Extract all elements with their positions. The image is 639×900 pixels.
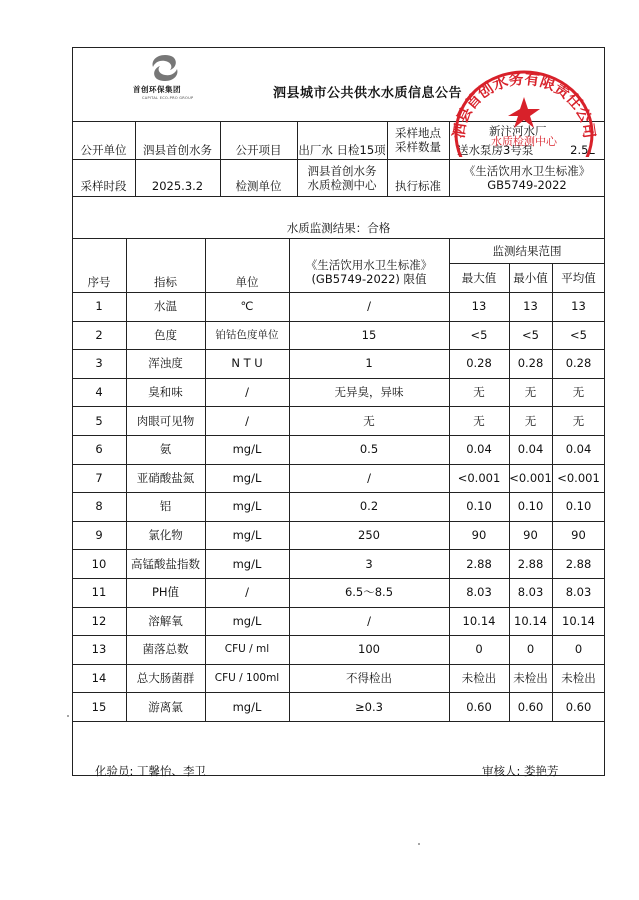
table-cell-max: 无 [473, 413, 485, 428]
table-cell-name: 高锰酸盐指数 [131, 556, 200, 571]
table-cell-limit: 无 [363, 413, 375, 428]
lab-label: 检测单位 [235, 179, 282, 193]
table-cell-unit: CFU / ml [224, 643, 270, 656]
table-cell-no: 11 [91, 585, 107, 600]
sample-time-label: 采样时段 [80, 179, 127, 193]
grid-line [72, 721, 605, 722]
table-cell-name: 色度 [154, 327, 177, 342]
table-cell-no: 14 [91, 671, 107, 686]
table-cell-unit: / [245, 585, 249, 600]
table-cell-avg: 0.60 [565, 699, 592, 714]
col-limit-line-1: 《生活饮用水卫生标准》 [305, 258, 433, 272]
table-cell-max: 0.10 [466, 499, 492, 514]
table-cell-avg: <5 [570, 327, 587, 342]
project-label: 公开项目 [235, 142, 282, 157]
logo-mark-icon [148, 53, 182, 83]
table-cell-max: 10.14 [462, 613, 496, 628]
table-cell-min: 10.14 [514, 613, 547, 628]
col-min: 最小值 [513, 270, 548, 285]
table-cell-unit: mg/L [232, 556, 262, 571]
table-cell-min: 0.04 [517, 442, 544, 457]
table-cell-unit: mg/L [232, 470, 262, 485]
table-cell-name: 臭和味 [148, 385, 183, 400]
table-cell-min: 0.60 [517, 699, 544, 714]
table-cell-unit: 铂钴色度单位 [215, 328, 279, 341]
table-cell-limit: 不得检出 [346, 671, 392, 686]
table-cell-min: 无 [524, 413, 537, 428]
table-cell-max: 8.03 [466, 585, 492, 600]
sample-time-value: 2025.3.2 [151, 179, 204, 193]
table-cell-limit: 250 [358, 528, 380, 543]
table-cell-unit: mg/L [232, 528, 262, 543]
table-cell-limit: 15 [361, 327, 377, 342]
table-cell-limit: / [367, 470, 371, 485]
table-cell-no: 6 [95, 442, 103, 457]
table-cell-name: PH值 [151, 585, 180, 600]
table-cell-avg: 90 [571, 528, 586, 543]
table-cell-unit: mg/L [232, 499, 262, 514]
table-cell-avg: 无 [572, 385, 585, 400]
table-cell-max: <5 [470, 327, 488, 342]
scan-speck [418, 843, 420, 845]
table-cell-avg: 0.28 [565, 356, 592, 371]
publisher-label: 公开单位 [80, 142, 127, 157]
table-cell-avg: 0 [574, 642, 583, 657]
table-cell-name: 总大肠菌群 [136, 671, 195, 686]
table-cell-max: 0.28 [466, 356, 492, 371]
col-range: 监测结果范围 [492, 243, 562, 258]
grid-line [72, 196, 605, 197]
table-cell-max: 无 [473, 385, 485, 400]
table-cell-limit: 无异臭，异味 [334, 385, 404, 400]
table-cell-no: 2 [95, 327, 103, 342]
table-cell-max: 0 [475, 642, 483, 657]
table-cell-unit: mg/L [232, 613, 262, 628]
table-cell-avg: 0.10 [565, 499, 592, 514]
standard-value-line-1: 《生活饮用水卫生标准》 [463, 163, 591, 178]
table-cell-unit: ℃ [240, 299, 254, 314]
reviewer: 审核人: 娄艳芳 [482, 764, 559, 778]
logo-name: 首创环保集团 [133, 85, 181, 94]
sample-quantity: 2.5L [570, 142, 595, 157]
col-max: 最大值 [461, 270, 497, 285]
table-cell-avg: 2.88 [565, 556, 592, 571]
table-cell-limit: ≥0.3 [355, 699, 383, 714]
table-cell-limit: / [367, 299, 371, 314]
sample-site-label [387, 121, 449, 159]
page-title: 泗县城市公共供水水质信息公告 [273, 86, 463, 101]
svg-text:水质检测中心: 水质检测中心 [491, 135, 557, 148]
table-cell-avg: 0.04 [565, 442, 592, 457]
table-cell-avg: 13 [571, 299, 586, 314]
table-cell-limit: 1 [365, 356, 373, 371]
publisher-value: 泗县首创水务 [143, 142, 212, 157]
table-cell-no: 15 [91, 699, 107, 714]
table-cell-limit: 0.5 [359, 442, 379, 457]
table-cell-unit: / [245, 385, 249, 400]
logo-subtitle: CAPITAL ECO-PRO GROUP [142, 96, 194, 100]
table-cell-max: 未检出 [461, 671, 497, 686]
col-avg: 平均值 [561, 270, 596, 285]
table-cell-name: 氯化物 [148, 528, 183, 543]
table-cell-name: 菌落总数 [142, 642, 189, 657]
col-no: 序号 [87, 275, 111, 289]
col-indicator: 指标 [154, 275, 177, 289]
table-cell-unit: CFU / 100ml [214, 672, 280, 685]
table-cell-limit: 3 [365, 556, 373, 571]
table-cell-no: 8 [95, 499, 103, 514]
table-cell-min: 0.28 [517, 356, 544, 371]
sample-site-value: 新汴河水厂 [489, 123, 547, 138]
table-cell-limit: 0.2 [359, 499, 379, 514]
table-cell-limit: 6.5～8.5 [344, 585, 394, 600]
table-cell-no: 3 [95, 356, 103, 371]
table-cell-no: 7 [95, 470, 103, 485]
scan-speck [67, 715, 69, 717]
tester: 化验员: 丁馨怡、李卫 [95, 764, 207, 778]
standard-value [449, 159, 605, 196]
table-cell-min: <5 [522, 327, 539, 342]
table-cell-max: 90 [471, 528, 487, 543]
official-seal [444, 59, 604, 157]
sample-site-pump: 送水泵房3号泵 [457, 142, 534, 157]
svg-text:泗县首创水务有限责任公司: 泗县首创水务有限责任公司 [449, 69, 599, 140]
table-cell-min: 2.88 [517, 556, 544, 571]
table-cell-unit: / [245, 413, 249, 428]
table-cell-no: 4 [95, 385, 103, 400]
table-cell-no: 1 [95, 299, 103, 314]
sample-site-label-line-2: 采样数量 [395, 140, 441, 154]
table-cell-avg: 未检出 [561, 671, 596, 686]
table-cell-max: 13 [471, 299, 487, 314]
table-cell-no: 10 [91, 556, 107, 571]
table-cell-min: 0.10 [517, 499, 544, 514]
table-cell-name: 氨 [159, 442, 172, 457]
lab-value [297, 159, 387, 196]
table-cell-min: 8.03 [517, 585, 544, 600]
col-limit [289, 252, 449, 292]
table-cell-min: 90 [523, 528, 538, 543]
sample-site-label-line-1: 采样地点 [395, 126, 441, 140]
table-cell-no: 13 [91, 642, 107, 657]
table-cell-max: 0.04 [466, 442, 492, 457]
table-cell-limit: 100 [358, 642, 380, 657]
standard-label: 执行标准 [395, 179, 441, 193]
lab-value-line-1: 泗县首创水务 [307, 163, 377, 178]
table-cell-name: 肉眼可见物 [136, 413, 195, 428]
col-limit-line-2: (GB5749-2022) 限值 [311, 272, 427, 286]
table-cell-unit: N T U [231, 356, 263, 371]
table-cell-no: 12 [91, 613, 107, 628]
col-unit: 单位 [235, 275, 259, 289]
table-cell-limit: / [367, 613, 371, 628]
project-value: 出厂水 日检15项 [298, 142, 386, 157]
table-cell-min: 13 [523, 299, 538, 314]
table-cell-name: 浑浊度 [148, 356, 183, 371]
table-cell-unit: mg/L [232, 442, 262, 457]
table-cell-name: 水温 [154, 299, 177, 314]
lab-value-line-2: 水质检测中心 [307, 177, 377, 192]
table-cell-min: 未检出 [513, 671, 548, 686]
table-cell-min: 无 [524, 385, 537, 400]
table-cell-min: 0 [526, 642, 535, 657]
table-cell-name: 亚硝酸盐氮 [136, 470, 195, 485]
table-cell-max: 2.88 [466, 556, 492, 571]
company-logo [128, 53, 208, 103]
table-cell-avg: 无 [572, 413, 585, 428]
table-cell-avg: 8.03 [565, 585, 592, 600]
table-cell-min: <0.001 [509, 470, 552, 485]
table-cell-avg: 10.14 [562, 613, 595, 628]
table-cell-unit: mg/L [232, 699, 262, 714]
standard-value-line-2: GB5749-2022 [487, 177, 567, 192]
table-cell-max: 0.60 [466, 699, 492, 714]
result-title: 水质监测结果：合格 [286, 221, 391, 235]
table-cell-max: <0.001 [457, 470, 501, 485]
table-cell-name: 铝 [159, 499, 172, 514]
table-cell-name: 游离氯 [148, 699, 183, 714]
table-cell-no: 5 [95, 413, 103, 428]
table-cell-name: 溶解氧 [148, 613, 183, 628]
table-cell-no: 9 [95, 528, 103, 543]
table-cell-avg: <0.001 [557, 470, 600, 485]
